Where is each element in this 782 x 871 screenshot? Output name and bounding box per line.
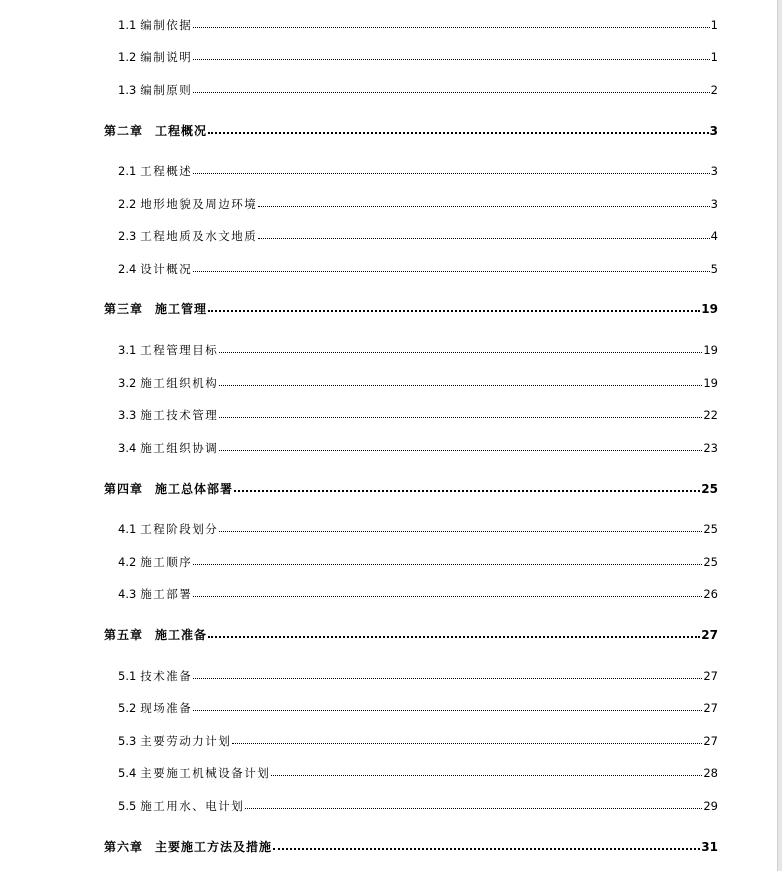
toc-entry-number: 3.2 bbox=[118, 376, 137, 390]
toc-entry-title: 工程地质及水文地质 bbox=[140, 229, 258, 243]
dot-leader bbox=[193, 710, 702, 711]
dot-leader bbox=[271, 775, 702, 776]
dot-leader bbox=[245, 808, 702, 809]
toc-entry-1-1[interactable] bbox=[118, 17, 718, 33]
toc-entry-1-2[interactable] bbox=[118, 49, 718, 65]
toc-entry-page: 5 bbox=[710, 262, 718, 276]
dot-leader bbox=[258, 238, 709, 239]
toc-entry-number: 2.3 bbox=[118, 229, 137, 243]
dot-leader bbox=[219, 531, 702, 532]
toc-entry-page: 1 bbox=[710, 50, 718, 64]
toc-chapter-5[interactable] bbox=[104, 627, 718, 643]
toc-entry-page: 3 bbox=[710, 164, 718, 178]
dot-leader bbox=[193, 173, 709, 174]
page-edge-divider bbox=[777, 0, 782, 871]
dot-leader bbox=[208, 636, 700, 638]
toc-chapter-title: 施工总体部署 bbox=[155, 482, 234, 496]
dot-leader bbox=[193, 678, 702, 679]
dot-leader bbox=[193, 59, 709, 60]
toc-entry-title: 设计概况 bbox=[140, 262, 193, 276]
toc-entry-number: 4.3 bbox=[118, 587, 137, 601]
toc-entry-page: 27 bbox=[703, 701, 718, 715]
toc-entry-page: 19 bbox=[703, 376, 718, 390]
toc-entry-title: 主要劳动力计划 bbox=[140, 734, 232, 748]
toc-entry-2-1[interactable] bbox=[118, 163, 718, 179]
toc-entry-number: 1.1 bbox=[118, 18, 137, 32]
toc-entry-number: 4.1 bbox=[118, 522, 137, 536]
toc-entry-title: 编制说明 bbox=[140, 50, 193, 64]
toc-entry-3-2[interactable] bbox=[118, 375, 718, 391]
toc-entry-title: 施工组织协调 bbox=[140, 441, 219, 455]
toc-chapter-page: 19 bbox=[701, 302, 718, 316]
dot-leader bbox=[193, 92, 709, 93]
toc-entry-number: 2.2 bbox=[118, 197, 137, 211]
toc-entry-page: 26 bbox=[703, 587, 718, 601]
toc-entry-number: 3.4 bbox=[118, 441, 137, 455]
toc-chapter-2[interactable] bbox=[104, 123, 718, 139]
toc-entry-title: 施工用水、电计划 bbox=[140, 799, 245, 813]
toc-entry-number: 5.1 bbox=[118, 669, 137, 683]
toc-entry-4-2[interactable] bbox=[118, 554, 718, 570]
dot-leader bbox=[208, 310, 700, 312]
toc-entry-4-3[interactable] bbox=[118, 586, 718, 602]
toc-entry-page: 22 bbox=[703, 408, 718, 422]
toc-entry-number: 3.3 bbox=[118, 408, 137, 422]
dot-leader bbox=[219, 385, 702, 386]
dot-leader bbox=[273, 848, 700, 850]
toc-entry-title: 现场准备 bbox=[140, 701, 193, 715]
toc-entry-number: 5.4 bbox=[118, 766, 137, 780]
toc-entry-title: 施工组织机构 bbox=[140, 376, 219, 390]
toc-entry-5-4[interactable] bbox=[118, 765, 718, 781]
toc-chapter-3[interactable] bbox=[104, 301, 718, 317]
toc-entry-page: 25 bbox=[703, 522, 718, 536]
toc-entry-number: 5.3 bbox=[118, 734, 137, 748]
dot-leader bbox=[219, 450, 702, 451]
toc-chapter-title: 主要施工方法及措施 bbox=[155, 840, 273, 854]
toc-chapter-number: 第五章 bbox=[104, 628, 144, 642]
dot-leader bbox=[193, 596, 702, 597]
toc-chapter-page: 3 bbox=[709, 124, 718, 138]
toc-entry-title: 编制原则 bbox=[140, 83, 193, 97]
dot-leader bbox=[219, 417, 702, 418]
toc-chapter-number: 第六章 bbox=[104, 840, 144, 854]
toc-entry-number: 1.3 bbox=[118, 83, 137, 97]
toc-chapter-title: 工程概况 bbox=[155, 124, 208, 138]
toc-entry-title: 工程阶段划分 bbox=[140, 522, 219, 536]
toc-chapter-page: 27 bbox=[701, 628, 718, 642]
toc-chapter-6[interactable] bbox=[104, 839, 718, 855]
toc-entry-page: 3 bbox=[710, 197, 718, 211]
toc-entry-number: 2.1 bbox=[118, 164, 137, 178]
toc-entry-title: 编制依据 bbox=[140, 18, 193, 32]
toc-entry-3-4[interactable] bbox=[118, 440, 718, 456]
toc-entry-page: 27 bbox=[703, 734, 718, 748]
toc-chapter-title: 施工管理 bbox=[155, 302, 208, 316]
toc-entry-title: 施工技术管理 bbox=[140, 408, 219, 422]
toc-entry-title: 工程概述 bbox=[140, 164, 193, 178]
dot-leader bbox=[193, 564, 702, 565]
toc-entry-5-3[interactable] bbox=[118, 733, 718, 749]
dot-leader bbox=[208, 132, 709, 134]
toc-entry-number: 1.2 bbox=[118, 50, 137, 64]
dot-leader bbox=[258, 206, 709, 207]
dot-leader bbox=[193, 27, 709, 28]
toc-entry-1-3[interactable] bbox=[118, 82, 718, 98]
toc-entry-title: 主要施工机械设备计划 bbox=[140, 766, 271, 780]
toc-entry-title: 施工顺序 bbox=[140, 555, 193, 569]
toc-chapter-number: 第三章 bbox=[104, 302, 144, 316]
dot-leader bbox=[234, 490, 700, 492]
toc-entry-title: 工程管理目标 bbox=[140, 343, 219, 357]
toc-entry-page: 4 bbox=[710, 229, 718, 243]
toc-entry-page: 19 bbox=[703, 343, 718, 357]
toc-entry-title: 施工部署 bbox=[140, 587, 193, 601]
toc-entry-number: 3.1 bbox=[118, 343, 137, 357]
toc-entry-page: 1 bbox=[710, 18, 718, 32]
toc-entry-4-1[interactable] bbox=[118, 521, 718, 537]
toc-entry-5-2[interactable] bbox=[118, 700, 718, 716]
toc-entry-2-2[interactable] bbox=[118, 196, 718, 212]
toc-entry-page: 2 bbox=[710, 83, 718, 97]
toc-entry-page: 29 bbox=[703, 799, 718, 813]
dot-leader bbox=[193, 271, 709, 272]
toc-entry-page: 25 bbox=[703, 555, 718, 569]
toc-chapter-page: 25 bbox=[701, 482, 718, 496]
toc-entry-3-1[interactable] bbox=[118, 342, 718, 358]
toc-chapter-number: 第四章 bbox=[104, 482, 144, 496]
toc-chapter-number: 第二章 bbox=[104, 124, 144, 138]
toc-entry-number: 4.2 bbox=[118, 555, 137, 569]
toc-chapter-4[interactable] bbox=[104, 481, 718, 497]
toc-entry-number: 5.2 bbox=[118, 701, 137, 715]
dot-leader bbox=[232, 743, 702, 744]
toc-entry-5-1[interactable] bbox=[118, 668, 718, 684]
toc-entry-page: 23 bbox=[703, 441, 718, 455]
toc-chapter-page: 31 bbox=[701, 840, 718, 854]
toc-entry-5-5[interactable] bbox=[118, 798, 718, 814]
toc-entry-2-4[interactable] bbox=[118, 261, 718, 277]
toc-entry-3-3[interactable] bbox=[118, 407, 718, 423]
toc-chapter-title: 施工准备 bbox=[155, 628, 208, 642]
toc-entry-title: 技术准备 bbox=[140, 669, 193, 683]
toc-entry-number: 2.4 bbox=[118, 262, 137, 276]
toc-entry-page: 28 bbox=[703, 766, 718, 780]
toc-entry-title: 地形地貌及周边环境 bbox=[140, 197, 258, 211]
dot-leader bbox=[219, 352, 702, 353]
toc-entry-2-3[interactable] bbox=[118, 228, 718, 244]
toc-entry-page: 27 bbox=[703, 669, 718, 683]
toc-entry-number: 5.5 bbox=[118, 799, 137, 813]
